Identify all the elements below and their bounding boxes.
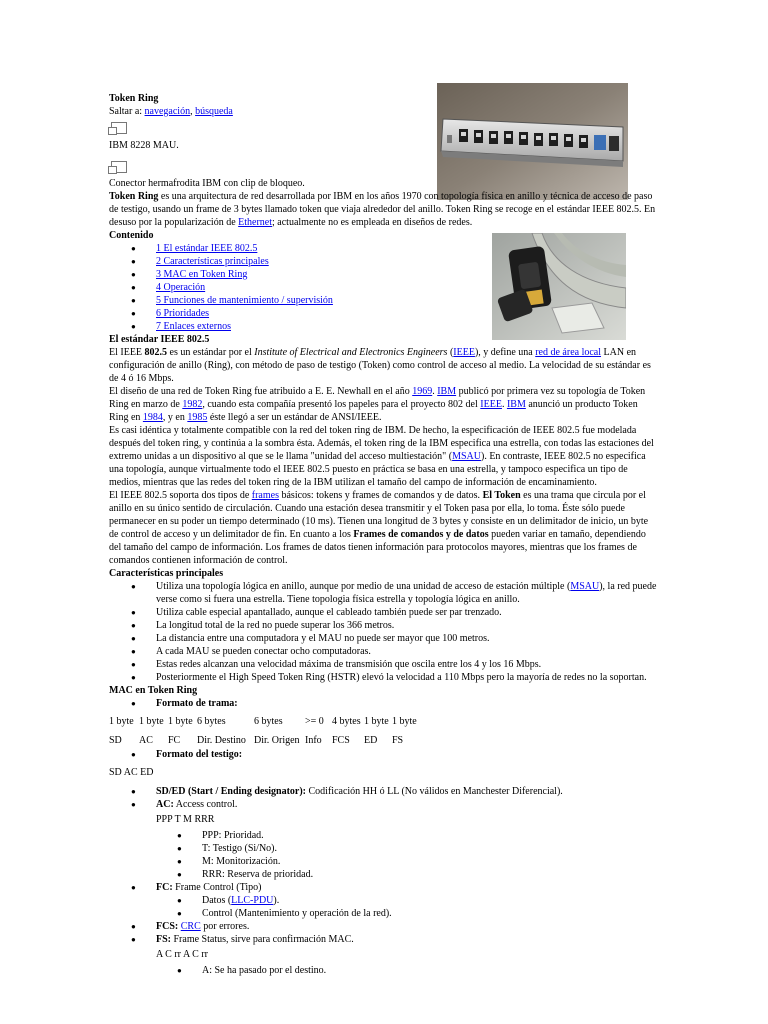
size-cell: 1 byte (168, 716, 193, 727)
lan-link[interactable]: red de área local (535, 347, 602, 358)
list-item (109, 920, 657, 933)
toc-item (109, 242, 657, 255)
field-cell: Dir. Origen (254, 735, 300, 746)
text: ), la red puede verse como si fuera una estrella. Tiene topologia física estrella y topología lógica en anillo. (156, 581, 657, 605)
list-item (109, 881, 657, 894)
size-cell: 1 byte (392, 716, 417, 727)
ieee-paragraph-3 (109, 424, 657, 489)
toc-item (109, 255, 657, 268)
intro-text-1: es una arquitectura de red desarrollada por IBM en los años 1970 con topología física en anillo y técnica de acceso de paso de testigo, usando un frame de 3 bytes llamado token que viaja alrededor del anillo. Token Ring se recoge en el estándar IEEE 802.5. En desuso por la popularización de (109, 191, 656, 228)
ac-bits: PPP T M RRR (156, 814, 215, 825)
text: es un estándar por el (167, 347, 255, 358)
jump-links (109, 105, 657, 118)
list-item: ● RRR: Reserva de prioridad. (155, 868, 657, 881)
list-item (109, 748, 657, 761)
text: ). En contraste, IEEE 802.5 no especifica una topología, aunque virtualmente todo el IEEE 802.5 puesto en práctica se basa en una estrella, y tampoco especifica un tipo de medios, mientras que las redes del token ring de la IBM utilizan el tamaño del campo de información de encaminamiento. (109, 451, 646, 488)
msau-link[interactable]: MSAU (570, 581, 600, 592)
field-cell: SD (109, 735, 122, 746)
image-icon-row-1 (109, 118, 657, 131)
frame-fields-row (109, 734, 657, 747)
year-1984-link[interactable]: 1984 (142, 412, 163, 423)
list-item (109, 798, 657, 811)
field-cell: Info (305, 735, 322, 746)
list-item: ● Control (Mantenimiento y operación de la red). (155, 907, 657, 920)
text: pueden variar en tamaño, dependiendo del tamaño del campo de información. Los frames de datos tienen información para protocolos mayores, mientras que los frames de comandos contienen información de control. (109, 529, 646, 566)
field-cell: AC (139, 735, 153, 746)
year-1985-link[interactable]: 1985 (187, 412, 208, 423)
field-cell: FC (168, 735, 181, 746)
list-item: ● Utiliza cable especial apantallado, aunque el cableado también puede ser par trenzado. (109, 606, 657, 619)
ieee-paragraph-1 (109, 346, 657, 385)
formato-testigo-list (109, 748, 657, 761)
list-item (109, 697, 657, 710)
text: Utiliza una topología lógica en anillo, aunque por medio de una unidad de acceso de estación múltiple ( (156, 581, 571, 592)
text: por errores. (200, 921, 250, 932)
image-enlarge-icon[interactable] (111, 161, 127, 173)
text: anunció un producto Token Ring en (109, 399, 638, 423)
size-cell: >= 0 (305, 716, 324, 727)
list-item: ● M: Monitorización. (155, 855, 657, 868)
list-item (109, 580, 657, 606)
size-cell: 1 byte (139, 716, 164, 727)
ibm-link[interactable]: IBM (506, 399, 526, 410)
bold-text: 802.5 (144, 347, 168, 358)
size-cell: 1 byte (364, 716, 389, 727)
list-item (109, 933, 657, 946)
text: ). (273, 895, 280, 906)
toc-link-4[interactable]: 4 Operación (156, 282, 206, 293)
text: El IEEE 802.5 soporta dos tipos de (109, 490, 252, 501)
search-link[interactable]: búsqueda (195, 106, 233, 117)
bold-text: FC: (156, 882, 173, 893)
text: , cuando esta compañía presentó los papeles para el proyecto 802 del (202, 399, 481, 410)
bold-text: El Token (482, 490, 521, 501)
crc-link[interactable]: CRC (180, 921, 201, 932)
toc-link-1[interactable]: 1 El estándar IEEE 802.5 (156, 243, 258, 254)
toc-item (109, 294, 657, 307)
section-title-mac: MAC en Token Ring (109, 685, 198, 696)
italic-text: Institute of Electrical and Electronics Engineers (254, 347, 448, 358)
toc-link-6[interactable]: 6 Prioridades (156, 308, 210, 319)
text: básicos: tokens y frames de comandos y de datos. (278, 490, 483, 501)
list-item: ● Estas redes alcanzan una velocidad máxima de transmisión que oscila entre los 4 y los 16 Mbps. (109, 658, 657, 671)
ibm-link[interactable]: IBM (437, 386, 457, 397)
jump-prefix: Saltar a: (109, 106, 145, 117)
toc-title: Contenido (109, 230, 154, 241)
intro-text-2: ; actualmente no es empleada en diseños de redes. (272, 217, 473, 228)
ieee-paragraph-4 (109, 489, 657, 567)
article-body (109, 92, 657, 977)
image-icon-row-2 (109, 157, 657, 170)
field-cell: FS (392, 735, 404, 746)
text: publicó por primera vez su topología de Token Ring en marzo de (109, 386, 646, 410)
bold-text: Formato de trama: (156, 698, 238, 709)
list-item: ● Posteriormente el High Speed Token Ring (HSTR) elevó la velocidad a 110 Mbps pero la mayoría de redes no la soportan. (109, 671, 657, 684)
intro-bold: Token Ring (109, 191, 159, 202)
caracteristicas-list (109, 580, 657, 684)
toc-link-7[interactable]: 7 Enlaces externos (156, 321, 231, 332)
text: , y en (162, 412, 188, 423)
text: Es casi idéntica y totalmente compatible con la red del token ring de IBM. De hecho, la especificación de IEEE 802.5 fue modelada después del token ring, y continúa a la sombra ésta. Además, el token ring de la IBM especifica una estrella, con todas las estaciones del extremo unidas a un dispositivo al que se le llama "unidad del acceso multiestación" ( (109, 425, 654, 462)
fs-bits: A C rr A C rr (156, 949, 208, 960)
text: éste llegó a ser un estándar de ANSI/IEEE. (207, 412, 382, 423)
llc-pdu-link[interactable]: LLC-PDU (231, 895, 274, 906)
year-1969-link[interactable]: 1969 (412, 386, 433, 397)
list-item (109, 785, 657, 798)
year-1982-link[interactable]: 1982 (182, 399, 203, 410)
size-cell: 4 bytes (332, 716, 361, 727)
field-cell: ED (364, 735, 378, 746)
bold-text: FCS: (156, 921, 179, 932)
toc-item (109, 281, 657, 294)
text: LAN en configuración de anillo (Ring), con método de paso de testigo (Token) como control de acceso al medio. La velocidad de su estándar es de 4 ó 16 Mbps. (109, 347, 651, 384)
field-cell: Dir. Destino (197, 735, 246, 746)
text: El diseño de una red de Token Ring fue atribuido a E. E. Newhall en el año (109, 386, 413, 397)
section-title-caracteristicas: Características principales (109, 568, 224, 579)
size-cell: 1 byte (109, 716, 134, 727)
ethernet-link[interactable]: Ethernet (238, 217, 273, 228)
bold-text: Formato del testigo: (156, 749, 243, 760)
navigation-link[interactable]: navegación (144, 106, 191, 117)
section-title-ieee: El estándar IEEE 802.5 (109, 334, 210, 345)
text: es una trama que circula por el anillo en su único sentido de circulación. Cuando una estación desea transmitir y el Token pasa por ella, lo toma. Éste sólo puede permanecer en su poder un tiempo determinado (10 ms). Tienen una longitud de 3 bytes y consiste en un delimitador de inicio, un byte de control de acceso y un delimitador de fin. En cuanto a los (109, 490, 649, 540)
frames-link[interactable]: frames (251, 490, 279, 501)
size-cell: 6 bytes (197, 716, 226, 727)
text: Frame Control (Tipo) (172, 882, 262, 893)
list-item: ● T: Testigo (Si/No). (155, 842, 657, 855)
text: . (432, 386, 438, 397)
caption-mau: IBM 8228 MAU. (109, 140, 179, 151)
fc-sublist (155, 894, 657, 920)
page-title: Token Ring (109, 93, 159, 104)
text: Frame Status, sirve para confirmación MAC. (171, 934, 354, 945)
fc-list (109, 881, 657, 894)
ieee-link[interactable]: IEEE (453, 347, 475, 358)
list-item (155, 894, 657, 907)
text: . (501, 399, 507, 410)
caption-connector: Conector hermafrodita IBM con clip de bloqueo. (109, 178, 305, 189)
testigo-fields: SD AC ED (109, 767, 154, 778)
text: ( (447, 347, 454, 358)
toc-item (109, 307, 657, 320)
list-item: ● A: Se ha pasado por el destino. (155, 964, 657, 977)
frame-sizes-row (109, 715, 657, 728)
size-cell: 6 bytes (254, 716, 283, 727)
ieee-link[interactable]: IEEE (480, 399, 502, 410)
list-item: ● La longitud total de la red no puede superar los 366 metros. (109, 619, 657, 632)
bold-text: FS: (156, 934, 171, 945)
jump-separator: , (190, 106, 196, 117)
campos-list (109, 785, 657, 811)
fcs-fs-list (109, 920, 657, 946)
ac-sublist (155, 829, 657, 881)
toc-item (109, 268, 657, 281)
text: ), y define una (474, 347, 536, 358)
toc-link-2[interactable]: 2 Características principales (156, 256, 269, 267)
bold-text: Frames de comandos y de datos (353, 529, 489, 540)
list-item: ● La distancia entre una computadora y el MAU no puede ser mayor que 100 metros. (109, 632, 657, 645)
ieee-paragraph-2 (109, 385, 657, 424)
bold-text: SD/ED (Start / Ending designator): (156, 786, 307, 797)
formato-trama-list (109, 697, 657, 710)
msau-link[interactable]: MSAU (452, 451, 481, 462)
text: Codificación HH ó LL (No válidos en Manchester Diferencial). (306, 786, 563, 797)
text: El IEEE (109, 347, 145, 358)
toc-item (109, 320, 657, 333)
field-cell: FCS (332, 735, 350, 746)
intro-paragraph (109, 190, 657, 229)
list-item: ● A cada MAU se pueden conectar ocho computadoras. (109, 645, 657, 658)
toc-link-5[interactable]: 5 Funciones de mantenimiento / supervisión (156, 295, 333, 306)
toc-list (109, 242, 657, 333)
fs-sublist (155, 964, 657, 977)
text: Datos ( (202, 895, 232, 906)
list-item: ● PPP: Prioridad. (155, 829, 657, 842)
image-enlarge-icon[interactable] (111, 122, 127, 134)
toc-link-3[interactable]: 3 MAC en Token Ring (156, 269, 248, 280)
bold-text: AC: (156, 799, 174, 810)
text: Access control. (173, 799, 238, 810)
